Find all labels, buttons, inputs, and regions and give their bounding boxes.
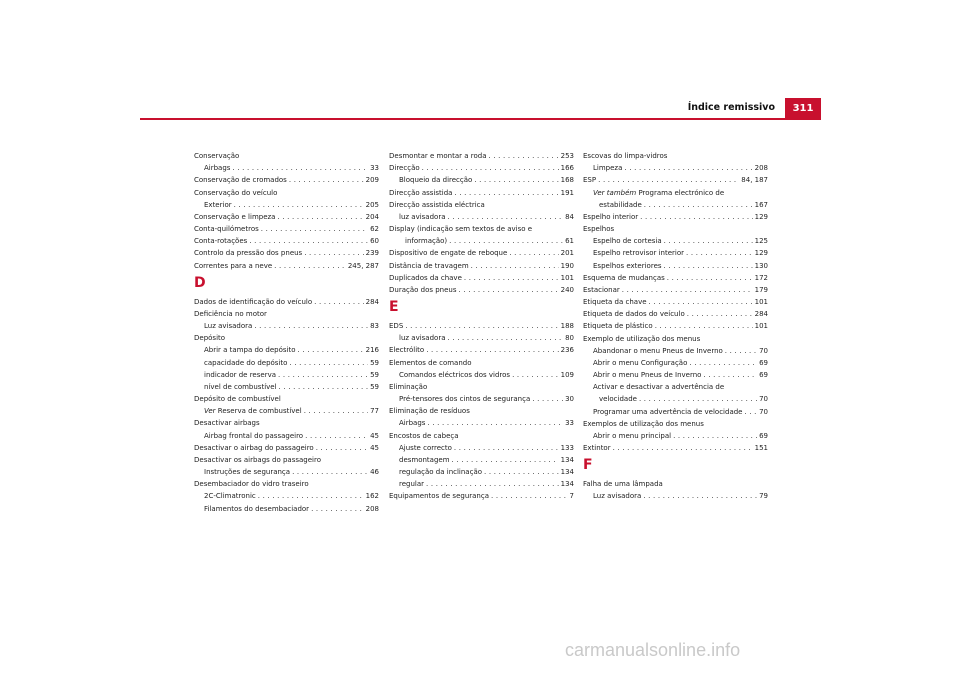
entry-text: indicador de reserva [204, 370, 277, 379]
entry-page-number: 59 [370, 370, 379, 379]
entry-page-number: 59 [370, 358, 379, 367]
entry-term [194, 296, 364, 308]
entry-page-number: 130 [754, 261, 768, 270]
entry-term [194, 211, 364, 223]
entry-page-number: 101 [754, 322, 768, 331]
entry-term [399, 332, 563, 344]
entry-page-number: 45 [370, 443, 379, 452]
entry-term [204, 320, 368, 332]
index-entry [389, 284, 574, 296]
entry-text: Correntes para a neve [194, 261, 273, 270]
entry-page-number: 125 [754, 237, 768, 246]
index-entry [194, 308, 379, 320]
entry-text: EDS [389, 322, 404, 331]
entry-term [204, 466, 368, 478]
entry-text: Exterior [204, 200, 232, 209]
index-entry [583, 478, 768, 490]
index-subentry [389, 235, 574, 247]
index-subentry [583, 393, 768, 405]
entry-term [194, 247, 364, 259]
entry-page-number: 191 [560, 188, 574, 197]
entry-page-number: 190 [560, 261, 574, 270]
index-entry [583, 272, 768, 284]
index-subentry [194, 357, 379, 369]
entry-page-number: 284 [365, 297, 379, 306]
entry-term [194, 235, 368, 247]
index-subentry [583, 260, 768, 272]
entry-text: Elementos de comando [389, 358, 472, 367]
index-subentry [583, 381, 768, 393]
index-subentry [583, 345, 768, 357]
index-subentry [389, 393, 574, 405]
index-subentry [389, 478, 574, 490]
entry-term [583, 272, 753, 284]
entry-page-number: 216 [365, 346, 379, 355]
entry-text: Extintor [583, 444, 611, 453]
entry-term [593, 490, 757, 502]
index-entry [194, 223, 379, 235]
entry-term [389, 320, 559, 332]
entry-text: Reserva de combustível [215, 407, 302, 416]
entry-text: Dispositivo de engate de reboque [389, 249, 508, 258]
section-letter: E [389, 299, 399, 316]
entry-text: Conservação de cromados [194, 176, 287, 185]
index-entry [583, 418, 768, 430]
index-subentry [194, 490, 379, 502]
entry-page-number: 61 [565, 237, 574, 246]
index-entry [389, 162, 574, 174]
index-subentry [583, 235, 768, 247]
index-entry [194, 211, 379, 223]
entry-term [389, 247, 559, 259]
index-entry [389, 405, 574, 417]
entry-page-number: 245, 287 [347, 261, 379, 270]
index-entry [583, 223, 768, 235]
entry-term [204, 162, 368, 174]
entry-term [599, 393, 757, 405]
entry-term [593, 162, 753, 174]
entry-page-number: 80 [565, 334, 574, 343]
entry-text: Controlo da pressão dos pneus [194, 249, 303, 258]
entry-page-number: 101 [754, 298, 768, 307]
entry-term [204, 344, 364, 356]
entry-text: Eliminação [389, 382, 428, 391]
index-entry [389, 199, 574, 211]
entry-term [593, 260, 753, 272]
entry-term [389, 150, 559, 162]
page-header-title: Índice remissivo [687, 102, 775, 113]
entry-text: capacidade do depósito [204, 358, 288, 367]
entry-term [204, 381, 368, 393]
entry-page-number: 166 [560, 164, 574, 173]
entry-text: Direcção [389, 164, 420, 173]
entry-text: nível de combustível [204, 382, 277, 391]
entry-term [389, 187, 559, 199]
entry-text: Direcção assistida [389, 188, 453, 197]
entry-page-number: 204 [365, 212, 379, 221]
entry-page-number: 69 [759, 371, 768, 380]
index-entry [194, 417, 379, 429]
entry-page-number: 134 [560, 455, 574, 464]
index-entry [389, 272, 574, 284]
entry-term [583, 442, 753, 454]
entry-text: Comandos eléctricos dos vidros [399, 370, 511, 379]
entry-page-number: 59 [370, 382, 379, 391]
entry-text: Conservação do veículo [194, 188, 278, 197]
index-subentry [194, 430, 379, 442]
entry-page-number: 188 [560, 322, 574, 331]
entry-text: desmontagem [399, 455, 450, 464]
entry-page-number: 70 [759, 395, 768, 404]
entry-text: Conta-quilómetros [194, 225, 259, 234]
index-entry [583, 442, 768, 454]
entry-page-number: 239 [365, 249, 379, 258]
entry-text: Equipamentos de segurança [389, 492, 489, 501]
header-rule [140, 118, 821, 120]
entry-page-number: 205 [365, 200, 379, 209]
entry-page-number: 129 [754, 212, 768, 221]
entry-page-number: 284 [754, 310, 768, 319]
entry-text: Falha de uma lâmpada [583, 480, 663, 489]
entry-text: Airbags [399, 419, 426, 428]
index-subentry [194, 320, 379, 332]
index-entry [389, 381, 574, 393]
entry-page-number: 77 [370, 407, 379, 416]
entry-page-number: 79 [759, 492, 768, 501]
entry-page-number: 129 [754, 249, 768, 258]
index-subentry [583, 187, 768, 199]
entry-text: Espelho interior [583, 212, 639, 221]
index-entry [194, 235, 379, 247]
entry-text: Espelho de cortesia [593, 237, 662, 246]
entry-term [583, 320, 753, 332]
index-entry [389, 430, 574, 442]
index-entry [583, 150, 768, 162]
entry-text: Deficiência no motor [194, 309, 267, 318]
entry-term [194, 442, 368, 454]
entry-term [583, 174, 739, 186]
entry-text: estabilidade [599, 200, 642, 209]
entry-term [194, 223, 368, 235]
entry-text: Distância de travagem [389, 261, 469, 270]
index-subentry [194, 381, 379, 393]
index-subentry [389, 211, 574, 223]
entry-term [593, 247, 753, 259]
entry-term [593, 235, 753, 247]
entry-page-number: 83 [370, 322, 379, 331]
entry-text: Espelhos [583, 225, 615, 234]
index-subentry [194, 503, 379, 515]
index-column-1 [194, 150, 379, 515]
entry-text: Eliminação de resíduos [389, 407, 470, 416]
index-entry [583, 211, 768, 223]
index-entry [194, 150, 379, 162]
entry-text: ESP [583, 176, 597, 185]
index-subentry [194, 199, 379, 211]
entry-term [583, 308, 753, 320]
entry-text: Dados de identificação do veículo [194, 297, 313, 306]
index-subentry [389, 332, 574, 344]
entry-page-number: 70 [759, 346, 768, 355]
entry-term [399, 478, 559, 490]
entry-text: Electrólito [389, 346, 425, 355]
entry-text: Filamentos do desembaciador [204, 504, 310, 513]
entry-term [204, 369, 368, 381]
index-subentry [194, 405, 379, 417]
entry-term [204, 357, 368, 369]
entry-text: Etiqueta de plástico [583, 322, 653, 331]
entry-text: Airbags [204, 164, 231, 173]
entry-term [389, 272, 559, 284]
entry-page-number: 84 [565, 212, 574, 221]
entry-page-number: 60 [370, 237, 379, 246]
entry-text: Abrir o menu Configuração [593, 358, 688, 367]
index-entry [389, 247, 574, 259]
entry-page-number: 62 [370, 225, 379, 234]
entry-text: Etiqueta da chave [583, 298, 647, 307]
page-number-badge: 311 [785, 98, 821, 118]
index-entry [194, 454, 379, 466]
entry-text: Activar e desactivar a advertência de [593, 383, 725, 392]
entry-text: Exemplos de utilização dos menus [583, 419, 704, 428]
entry-page-number: 69 [759, 358, 768, 367]
index-subentry [583, 247, 768, 259]
entry-text: Limpeza [593, 164, 623, 173]
entry-term [194, 174, 364, 186]
index-entry [583, 320, 768, 332]
entry-text: 2C-Climatronic [204, 492, 256, 501]
cross-reference-label: Ver [204, 407, 216, 416]
watermark-text: carmanualsonline.info [565, 640, 741, 660]
entry-term [593, 345, 757, 357]
index-entry [194, 296, 379, 308]
index-entry [194, 442, 379, 454]
entry-page-number: 209 [365, 176, 379, 185]
index-entry [194, 187, 379, 199]
entry-text: Direcção assistida eléctrica [389, 200, 485, 209]
entry-text: Programar uma advertência de velocidade [593, 407, 743, 416]
entry-text: Instruções de segurança [204, 468, 291, 477]
entry-term [389, 260, 559, 272]
entry-text: Desactivar o airbag do passageiro [194, 443, 314, 452]
index-subentry [583, 162, 768, 174]
entry-term [399, 466, 559, 478]
entry-page-number: 151 [754, 444, 768, 453]
index-subentry [194, 344, 379, 356]
entry-text: Encostos de cabeça [389, 431, 459, 440]
entry-text: Esquema de mudanças [583, 273, 665, 282]
entry-term [399, 442, 559, 454]
section-letter: F [583, 457, 593, 474]
entry-text: Depósito de combustível [194, 395, 281, 404]
entry-text: Pré-tensores dos cintos de segurança [399, 395, 531, 404]
index-entry [389, 357, 574, 369]
index-column-3 [583, 150, 768, 503]
index-entry [583, 333, 768, 345]
entry-term [399, 454, 559, 466]
index-entry [389, 260, 574, 272]
entry-term [194, 260, 346, 272]
index-entry [194, 478, 379, 490]
entry-text: luz avisadora [399, 212, 446, 221]
entry-term [204, 199, 364, 211]
entry-term [204, 503, 364, 515]
entry-text: Luz avisadora [593, 492, 642, 501]
index-entry [583, 308, 768, 320]
index-entry [583, 174, 768, 186]
index-entry [389, 344, 574, 356]
entry-page-number: 172 [754, 273, 768, 282]
entry-page-number: 134 [560, 480, 574, 489]
entry-text: velocidade [599, 395, 637, 404]
entry-term [593, 430, 757, 442]
entry-term [583, 211, 753, 223]
entry-term [593, 357, 757, 369]
index-subentry [583, 357, 768, 369]
index-entry [389, 490, 574, 502]
index-subentry [389, 442, 574, 454]
entry-page-number: 46 [370, 468, 379, 477]
entry-text: Espelhos exteriores [593, 261, 662, 270]
entry-text: Desactivar os airbags do passageiro [194, 455, 321, 464]
entry-text: Etiqueta de dados do veículo [583, 310, 685, 319]
index-entry [583, 284, 768, 296]
entry-term [583, 296, 753, 308]
entry-page-number: 33 [370, 164, 379, 173]
entry-text: Abrir o menu principal [593, 431, 672, 440]
index-entry [583, 296, 768, 308]
entry-text: Depósito [194, 334, 226, 343]
entry-text: Airbag frontal do passageiro [204, 431, 304, 440]
entry-text: Espelho retrovisor interior [593, 249, 685, 258]
entry-page-number: 208 [365, 504, 379, 513]
index-subentry [389, 417, 574, 429]
entry-text: Conservação [194, 152, 240, 160]
index-subentry [389, 466, 574, 478]
index-entry [389, 223, 574, 235]
entry-term [593, 406, 757, 418]
index-subentry [194, 466, 379, 478]
entry-term [389, 490, 568, 502]
cross-reference-label: Ver também [593, 188, 637, 197]
entry-page-number: 101 [560, 273, 574, 282]
entry-text: Abrir a tampa do depósito [204, 346, 296, 355]
index-subentry [194, 162, 379, 174]
entry-page-number: 168 [560, 176, 574, 185]
entry-text: Display (indicação sem textos de aviso e [389, 225, 533, 234]
index-subentry [389, 369, 574, 381]
entry-text: Ajuste correcto [399, 443, 452, 452]
index-subentry [583, 199, 768, 211]
index-subentry [583, 406, 768, 418]
index-subentry [583, 490, 768, 502]
index-subentry [194, 369, 379, 381]
entry-page-number: 162 [365, 492, 379, 501]
entry-term [389, 284, 559, 296]
entry-text: Desactivar airbags [194, 419, 260, 428]
entry-term [399, 211, 563, 223]
entry-text: Duração dos pneus [389, 285, 457, 294]
index-subentry [389, 174, 574, 186]
entry-text: Desembaciador do vidro traseiro [194, 480, 309, 489]
entry-page-number: 133 [560, 443, 574, 452]
entry-text: Exemplo de utilização dos menus [583, 334, 701, 343]
index-entry [389, 320, 574, 332]
entry-text: Abandonar o menu Pneus de Inverno [593, 346, 723, 355]
entry-text: regulação da inclinação [399, 468, 483, 477]
entry-text: luz avisadora [399, 334, 446, 343]
entry-term [593, 369, 757, 381]
index-subentry [389, 454, 574, 466]
entry-text: Conta-rotações [194, 237, 248, 246]
entry-term [583, 284, 753, 296]
entry-text: Duplicados da chave [389, 273, 462, 282]
entry-text: Abrir o menu Pneus de Inverno [593, 371, 702, 380]
entry-text: Escovas do limpa-vidros [583, 152, 668, 160]
entry-page-number: 240 [560, 285, 574, 294]
entry-page-number: 45 [370, 431, 379, 440]
entry-text: Desmontar e montar a roda [389, 152, 487, 160]
entry-text: Bloqueio da direcção [399, 176, 473, 185]
entry-page-number: 179 [754, 285, 768, 294]
entry-term [389, 162, 559, 174]
index-entry [389, 150, 574, 162]
entry-page-number: 84, 187 [741, 176, 768, 185]
index-subentry [583, 430, 768, 442]
entry-term [399, 417, 563, 429]
index-column-2 [389, 150, 574, 503]
entry-term [399, 369, 559, 381]
entry-page-number: 70 [759, 407, 768, 416]
entry-text: Luz avisadora [204, 322, 253, 331]
entry-term [204, 430, 368, 442]
entry-text: Programa electrónico de [636, 188, 725, 197]
entry-page-number: 236 [560, 346, 574, 355]
entry-page-number: 208 [754, 164, 768, 173]
entry-term [399, 393, 563, 405]
index-entry [194, 332, 379, 344]
index-entry [194, 247, 379, 259]
entry-page-number: 33 [565, 419, 574, 428]
entry-text: Estacionar [583, 285, 620, 294]
entry-term [399, 174, 559, 186]
index-subentry [583, 369, 768, 381]
index-entry [194, 393, 379, 405]
section-letter: D [194, 274, 206, 291]
entry-page-number: 7 [569, 492, 574, 501]
entry-page-number: 134 [560, 468, 574, 477]
entry-page-number: 201 [560, 249, 574, 258]
entry-page-number: 30 [565, 395, 574, 404]
entry-text: informação) [405, 237, 448, 246]
index-entry [389, 187, 574, 199]
entry-term [204, 405, 368, 417]
index-entry [194, 260, 379, 272]
entry-term [599, 199, 753, 211]
entry-text: regular [399, 480, 425, 489]
entry-page-number: 69 [759, 431, 768, 440]
entry-term [204, 490, 364, 502]
entry-term [389, 344, 559, 356]
index-entry [194, 174, 379, 186]
entry-text: Conservação e limpeza [194, 212, 276, 221]
entry-page-number: 167 [754, 200, 768, 209]
entry-page-number: 109 [560, 370, 574, 379]
entry-term [405, 235, 563, 247]
entry-page-number: 253 [560, 152, 574, 160]
